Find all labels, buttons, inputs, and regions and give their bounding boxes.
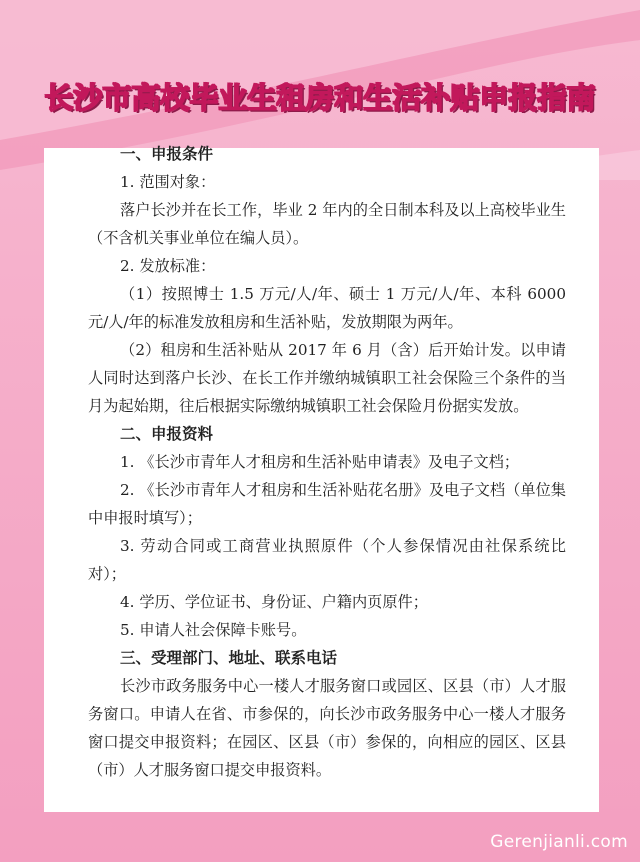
section-heading: 一、申报条件 xyxy=(120,145,214,163)
paragraph: （1）按照博士 1.5 万元/人/年、硕士 1 万元/人/年、本科 6000 元/人/年的标准发放租房和生活补贴，发放期限为两年。 xyxy=(88,285,566,331)
paragraph: 1. 范围对象： xyxy=(120,173,216,191)
list-item: 4. 学历、学位证书、身份证、户籍内页原件； xyxy=(120,593,428,611)
page-title: 长沙市高校毕业生租房和生活补贴申报指南 xyxy=(44,81,596,115)
list-item: 3. 劳动合同或工商营业执照原件（个人参保情况由社保系统比对）； xyxy=(88,537,566,583)
list-item: 1. 《长沙市青年人才租房和生活补贴申请表》及电子文档； xyxy=(120,453,520,471)
paragraph: 长沙市政务服务中心一楼人才服务窗口或园区、区县（市）人才服务窗口。申请人在省、市参保的，向长沙市政务服务中心一楼人才服务窗口提交申报资料；在园区、区县（市）参保的，向相应的园区、区县（市）人才服务窗口提交申报资料。 xyxy=(88,677,566,779)
section-heading: 三、受理部门、地址、联系电话 xyxy=(120,649,338,667)
paragraph: （2）租房和生活补贴从 2017 年 6 月（含）后开始计发。以申请人同时达到落户长沙、在长工作并缴纳城镇职工社会保险三个条件的当月为起始期，往后根据实际缴纳城镇职工社会保险月份据实发放。 xyxy=(88,341,566,415)
list-item: 2. 《长沙市青年人才租房和生活补贴花名册》及电子文档（单位集中申报时填写）； xyxy=(88,481,566,527)
list-item: 5. 申请人社会保障卡账号。 xyxy=(120,621,307,639)
section-heading: 二、申报资料 xyxy=(120,425,214,443)
paragraph: 2. 发放标准： xyxy=(120,257,216,275)
guide-content xyxy=(88,140,566,784)
watermark: Gerenjianli.com xyxy=(490,832,628,852)
paragraph: 落户长沙并在长工作，毕业 2 年内的全日制本科及以上高校毕业生（不含机关事业单位在编人员）。 xyxy=(88,201,566,247)
